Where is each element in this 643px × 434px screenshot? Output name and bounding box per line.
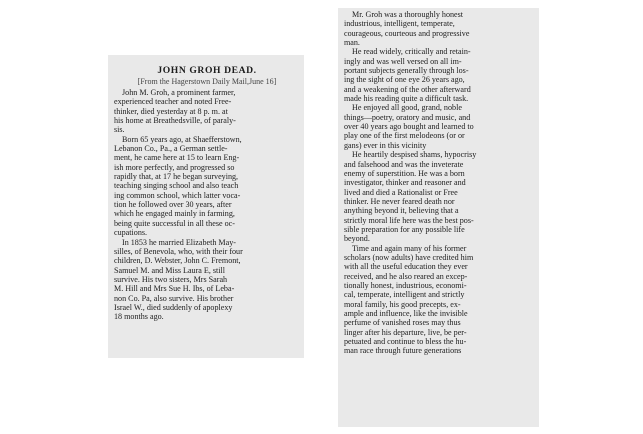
text-line: things—poetry, oratory and music, and — [344, 112, 471, 122]
text-line: cupations. — [114, 228, 148, 238]
text-line: ingly and was well versed on all im- — [344, 56, 462, 66]
text-line: survive. His two sisters, Mrs Sarah — [114, 274, 228, 284]
text-line: He heartily despised shams, hypocrisy — [352, 150, 477, 160]
left-column-text — [114, 88, 300, 322]
text-line: thinker, died yesterday at 8 p. m. at — [114, 106, 228, 116]
text-line: investigator, thinker and reasoner and — [344, 178, 466, 188]
text-line: courageous, courteous and progressive — [344, 28, 470, 38]
text-line: John M. Groh, a prominent farmer, — [122, 88, 236, 97]
text-line: tionally honest, industrious, economi- — [344, 280, 467, 290]
text-line: beyond. — [344, 234, 370, 244]
text-line: children, D. Webster, John C. Fremont, — [114, 256, 241, 266]
text-line: sis. — [114, 125, 125, 135]
text-line: which he engaged mainly in farming, — [114, 209, 235, 219]
text-line: ing common school, which latter voca- — [114, 190, 241, 200]
text-line: In 1853 he married Elizabeth May- — [122, 237, 236, 247]
text-line: linger after his departure, live, be per- — [344, 327, 467, 337]
text-line: sible preparation for any possible life — [344, 224, 465, 234]
text-line: petuated and continue to bless the hu- — [344, 337, 467, 347]
text-line: teaching singing school and also teach — [114, 181, 239, 191]
text-line: Lebanon Co., Pa., a German settle- — [114, 144, 228, 154]
text-line: ish more perfectly, and progressed so — [114, 162, 235, 172]
text-line: 18 months ago. — [114, 312, 164, 322]
text-line: lived and died a Rationalist or Free — [344, 187, 458, 197]
text-line: enemy of superstition. He was a born — [344, 168, 465, 178]
text-line: anything beyond it, believing that a — [344, 206, 459, 216]
text-line: scholars (now adults) have credited him — [344, 252, 474, 262]
text-line: man race through future generations — [344, 346, 462, 356]
text-line: industrious, intelligent, temperate, — [344, 19, 455, 29]
text-line: M. Hill and Mrs Sue H. Ibs, of Leba- — [114, 284, 235, 294]
headline: JOHN GROH DEAD. — [157, 65, 257, 76]
text-line: ing the sight of one eye 26 years ago, — [344, 75, 465, 85]
text-line: made his reading quite a difficult task. — [344, 94, 469, 104]
text-line: portant subjects generally through los- — [344, 66, 469, 76]
source-line: [From the Hagerstown Daily Mail,June 16] — [137, 77, 277, 86]
text-line: and falsehood and was the inveterate — [344, 159, 464, 169]
text-line: Born 65 years ago, at Shaefferstown, — [122, 134, 242, 144]
text-line: and a weakening of the other afterward — [344, 84, 471, 94]
text-line: strictly moral life here was the best pos- — [344, 215, 474, 225]
text-line: cal, temperate, intelligent and strictly — [344, 290, 465, 300]
text-line: moral family, his good precepts, ex- — [344, 299, 461, 309]
text-line: ment, he came here at 15 to learn Eng- — [114, 153, 240, 163]
text-line: over 40 years ago bought and learned to — [344, 122, 474, 132]
text-line: experienced teacher and noted Free- — [114, 97, 232, 107]
text-line: his home at Breathedsville, of paraly- — [114, 116, 236, 126]
right-column-text — [344, 10, 535, 356]
text-line: non Co. Pa, also survive. His brother — [114, 293, 234, 303]
text-line: gans) ever in this vicinity — [344, 140, 427, 150]
text-line: Mr. Groh was a thoroughly honest — [352, 10, 464, 19]
clipping-left — [108, 55, 304, 358]
text-line: man. — [344, 38, 360, 48]
text-line: thinker. He never feared death nor — [344, 196, 455, 206]
clipping-right — [338, 8, 539, 427]
text-line: Time and again many of his former — [352, 243, 467, 253]
text-line: He enjoyed all good, grand, noble — [352, 103, 462, 113]
text-line: rapidly that, at 17 he began surveying, — [114, 172, 239, 182]
text-line: with all the useful education they ever — [344, 262, 468, 272]
text-line: perfume of vanished roses may thus — [344, 318, 461, 328]
text-line: play one of the first melodeons (or or — [344, 131, 465, 141]
text-line: tion he followed over 30 years, after — [114, 200, 232, 210]
text-line: ample and influence, like the invisible — [344, 309, 468, 318]
text-line: He read widely, critically and retain- — [352, 47, 471, 57]
text-line: Samuel M. and Miss Laura E, still — [114, 265, 226, 275]
text-line: received, and he also reared an excep- — [344, 271, 468, 281]
text-line: Israel W., died suddenly of apoplexy — [114, 302, 233, 312]
text-line: silles, of Benevola, who, with their four — [114, 246, 243, 256]
text-line: being quite successful in all these oc- — [114, 218, 235, 228]
